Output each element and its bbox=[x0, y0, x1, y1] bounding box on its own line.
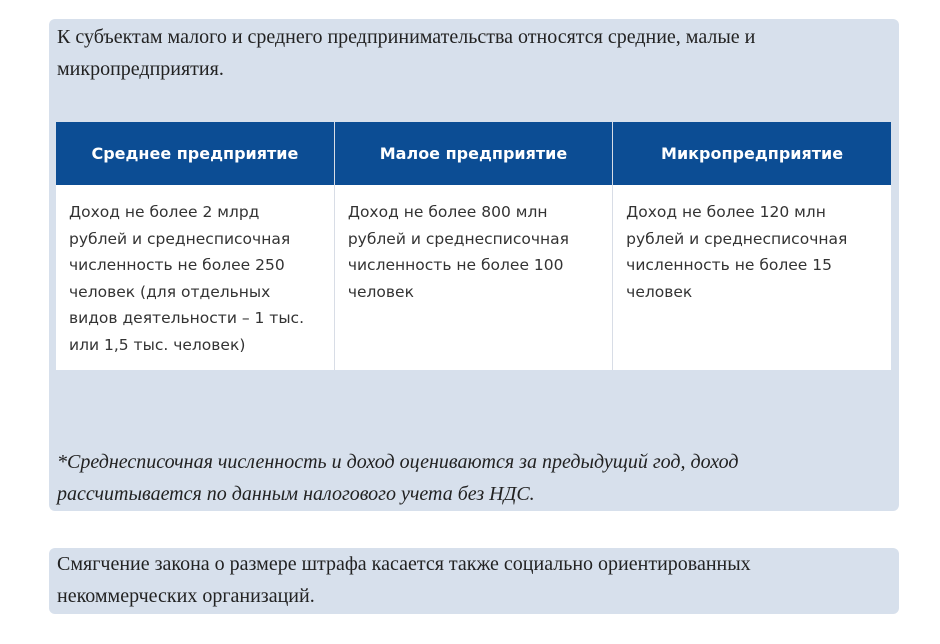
nko-paragraph: Смягчение закона о размере штрафа касается также социально ориентированных некоммерческих организаций. bbox=[57, 553, 751, 607]
header-medium-enterprise: Среднее предприятие bbox=[56, 122, 334, 185]
intro-paragraph: К субъектам малого и среднего предпринимательства относятся средние, малые и микропредприятия. bbox=[57, 26, 756, 80]
info-box-sme bbox=[49, 19, 899, 511]
cell-micro-enterprise: Доход не более 120 млн рублей и среднесписочная численность не более 15 человек bbox=[613, 185, 891, 370]
table-header-row bbox=[56, 122, 891, 185]
footnote-paragraph: *Среднесписочная численность и доход оцениваются за предыдущий год, доход рассчитывается по данным налогового учета без НДС. bbox=[57, 451, 739, 505]
cell-small-enterprise: Доход не более 800 млн рублей и среднесписочная численность не более 100 человек bbox=[334, 185, 612, 370]
table-row bbox=[56, 185, 891, 370]
info-box-nko bbox=[49, 548, 899, 614]
header-micro-enterprise: Микропредприятие bbox=[613, 122, 891, 185]
cell-medium-enterprise: Доход не более 2 млрд рублей и среднесписочная численность не более 250 человек (для отдельных видов деятельности – 1 тыс. или 1,5 тыс. человек) bbox=[56, 185, 334, 370]
header-small-enterprise: Малое предприятие bbox=[334, 122, 612, 185]
enterprise-table bbox=[56, 122, 891, 370]
